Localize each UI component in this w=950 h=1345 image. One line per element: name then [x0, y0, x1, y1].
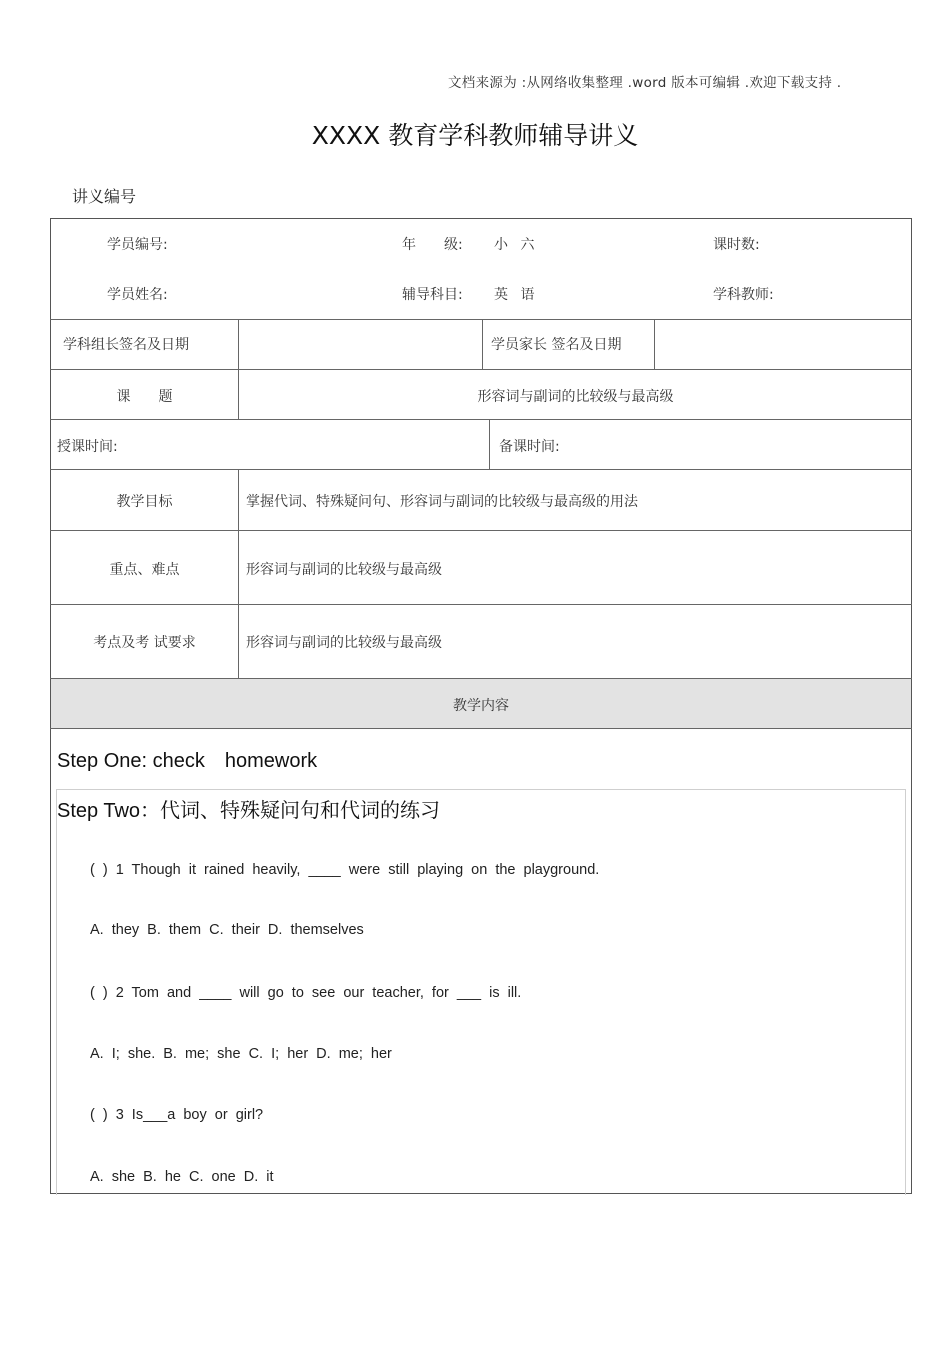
- row-divider: [50, 728, 912, 729]
- header-note: 文档来源为 :从网络收集整理 .word 版本可编辑 .欢迎下载支持 .: [448, 75, 842, 91]
- handout-number-label: 讲义编号: [72, 187, 137, 206]
- question-1: ( ) 1 Though it rained heavily, ____ were still playing on the playground.: [90, 862, 600, 878]
- key-points-value: 形容词与副词的比较级与最高级: [246, 562, 442, 578]
- key-points-label: 重点、难点: [109, 562, 180, 578]
- row-divider: [50, 469, 912, 470]
- topic-label: 课 题: [116, 389, 173, 405]
- step-one-heading: Step One: check homework: [57, 750, 318, 772]
- column-divider: [654, 319, 655, 370]
- step-two-heading: Step Two：代词、特殊疑问句和代词的练习: [57, 800, 441, 822]
- teaching-time-label: 授课时间:: [57, 439, 118, 455]
- preparation-time-label: 备课时间:: [499, 439, 560, 455]
- subject-label: 辅导科目:: [402, 287, 463, 303]
- row-divider: [50, 604, 912, 605]
- student-id-label: 学员编号:: [107, 237, 168, 253]
- subject-teacher-label: 学科教师:: [713, 287, 774, 303]
- student-name-label: 学员姓名:: [107, 287, 168, 303]
- teaching-goal-label: 教学目标: [116, 494, 173, 510]
- row-divider: [50, 419, 912, 420]
- exam-requirements-label: 考点及考 试要求: [93, 635, 196, 651]
- question-3-options: A. she B. he C. one D. it: [90, 1169, 274, 1185]
- column-divider: [238, 469, 239, 679]
- document-title: XXXX 教育学科教师辅导讲义: [311, 121, 639, 150]
- grade-label: 年 级:: [402, 237, 463, 253]
- teaching-goal-value: 掌握代词、特殊疑问句、形容词与副词的比较级与最高级的用法: [246, 494, 638, 510]
- question-2-options: A. I; she. B. me; she C. I; her D. me; her: [90, 1046, 392, 1062]
- exam-requirements-value: 形容词与副词的比较级与最高级: [246, 635, 442, 651]
- topic-value: 形容词与副词的比较级与最高级: [477, 389, 674, 405]
- parent-signature-label: 学员家长 签名及日期: [491, 337, 622, 353]
- column-divider: [482, 319, 483, 370]
- question-1-options: A. they B. them C. their D. themselves: [90, 922, 364, 938]
- question-2: ( ) 2 Tom and ____ will go to see our teacher, for ___ is ill.: [90, 985, 522, 1001]
- class-hours-label: 课时数:: [713, 237, 760, 253]
- teaching-content-header: 教学内容: [453, 698, 509, 714]
- group-leader-signature-label: 学科组长签名及日期: [63, 337, 189, 353]
- question-3: ( ) 3 Is___a boy or girl?: [90, 1107, 264, 1123]
- column-divider: [489, 419, 490, 470]
- row-divider: [50, 530, 912, 531]
- subject-value: 英 语: [494, 287, 539, 303]
- grade-value: 小 六: [494, 237, 539, 253]
- row-divider: [50, 369, 912, 370]
- row-divider: [50, 319, 912, 320]
